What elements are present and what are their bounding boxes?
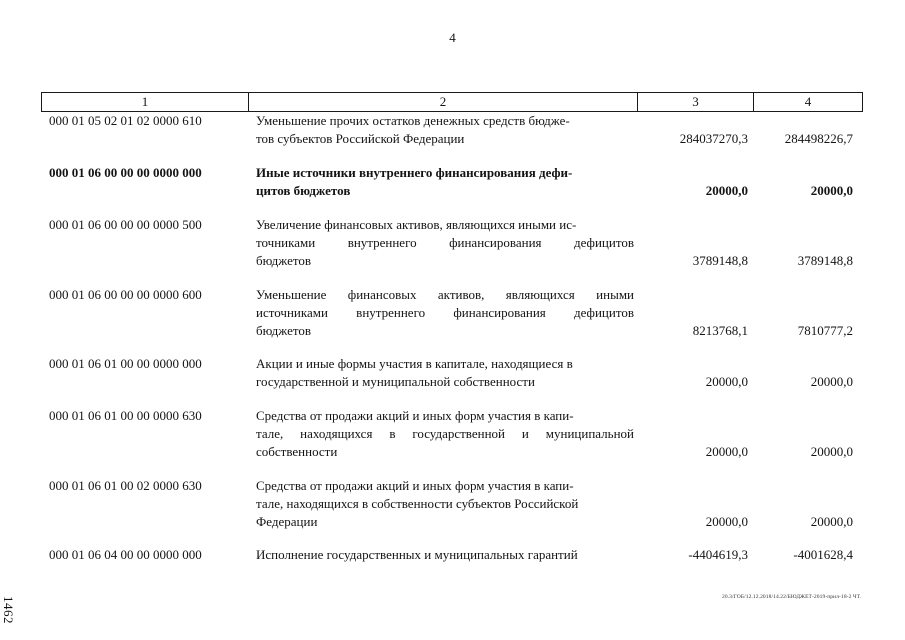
description-line: бюджетов: [256, 253, 312, 268]
description-line: Федерации: [256, 514, 318, 529]
description-line: точниками внутреннего финансирования дефицитов: [256, 235, 634, 250]
row-description: [256, 407, 634, 461]
description-line: Исполнение государственных и муниципальных гарантий: [256, 547, 578, 562]
description-line: цитов бюджетов: [256, 183, 351, 198]
column-header-2: 2: [249, 93, 638, 111]
value-col-4: 20000,0: [810, 183, 853, 198]
value-col-4: 7810777,2: [797, 323, 853, 338]
row-description: [256, 477, 634, 531]
budget-code: 000 01 06 04 00 00 0000 000: [49, 547, 202, 562]
value-col-4: 20000,0: [810, 514, 853, 529]
value-col-3: -4404619,3: [688, 547, 748, 562]
description-line: государственной и муниципальной собственности: [256, 374, 535, 389]
value-col-4: -4001628,4: [793, 547, 853, 562]
budget-code: 000 01 06 01 00 02 0000 630: [49, 478, 202, 493]
value-col-3: 284037270,3: [679, 131, 748, 146]
row-description: [256, 216, 634, 270]
budget-code: 000 01 06 01 00 00 0000 630: [49, 408, 202, 423]
value-col-3: 20000,0: [705, 514, 748, 529]
value-col-3: 20000,0: [705, 444, 748, 459]
value-col-3: 20000,0: [705, 374, 748, 389]
description-line: источниками внутреннего финансирования дефицитов: [256, 305, 634, 320]
column-header-4: 4: [804, 94, 812, 109]
row-description: [256, 286, 634, 340]
description-line: тале, находящихся в собственности субъектов Российской: [256, 496, 579, 511]
value-col-4: 20000,0: [810, 374, 853, 389]
description-line: Уменьшение прочих остатков денежных средств бюдже-: [256, 113, 570, 128]
description-line: Иные источники внутреннего финансирования дефи-: [256, 165, 573, 180]
value-col-3: 8213768,1: [692, 323, 748, 338]
budget-code: 000 01 06 00 00 00 0000 000: [49, 165, 202, 180]
description-line: Средства от продажи акций и иных форм участия в капи-: [256, 408, 574, 423]
value-col-3: 3789148,8: [692, 253, 748, 268]
description-line: бюджетов: [256, 323, 312, 338]
description-line: собственности: [256, 444, 338, 459]
description-line: тале, находящихся в государственной и муниципальной: [256, 426, 634, 441]
description-line: Средства от продажи акций и иных форм участия в капи-: [256, 478, 574, 493]
side-page-number: 1462: [1, 596, 16, 624]
value-col-4: 284498226,7: [784, 131, 853, 146]
description-line: Увеличение финансовых активов, являющихся иными ис-: [256, 217, 577, 232]
table-header: [41, 92, 863, 112]
description-line: Уменьшение финансовых активов, являющихся иными: [256, 287, 634, 302]
description-line: Акции и иные формы участия в капитале, находящиеся в: [256, 356, 573, 371]
budget-code: 000 01 06 00 00 00 0000 600: [49, 287, 202, 302]
row-description: [256, 546, 634, 564]
column-header-1: 1: [42, 93, 249, 111]
column-header-3: 3: [638, 93, 754, 111]
budget-code: 000 01 05 02 01 02 0000 610: [49, 113, 202, 128]
footer-reference: 20.3/ГОБ/12.12.2018/14.22/БЮДЖЕТ-2019-прил-18-2 ЧТ.: [721, 594, 861, 600]
budget-code: 000 01 06 01 00 00 0000 000: [49, 356, 202, 371]
description-line: тов субъектов Российской Федерации: [256, 131, 465, 146]
page-number: 4: [449, 30, 456, 45]
row-description: [256, 164, 634, 200]
row-description: [256, 112, 634, 148]
value-col-3: 20000,0: [705, 183, 748, 198]
value-col-4: 3789148,8: [797, 253, 853, 268]
budget-code: 000 01 06 00 00 00 0000 500: [49, 217, 202, 232]
row-description: [256, 355, 634, 391]
value-col-4: 20000,0: [810, 444, 853, 459]
